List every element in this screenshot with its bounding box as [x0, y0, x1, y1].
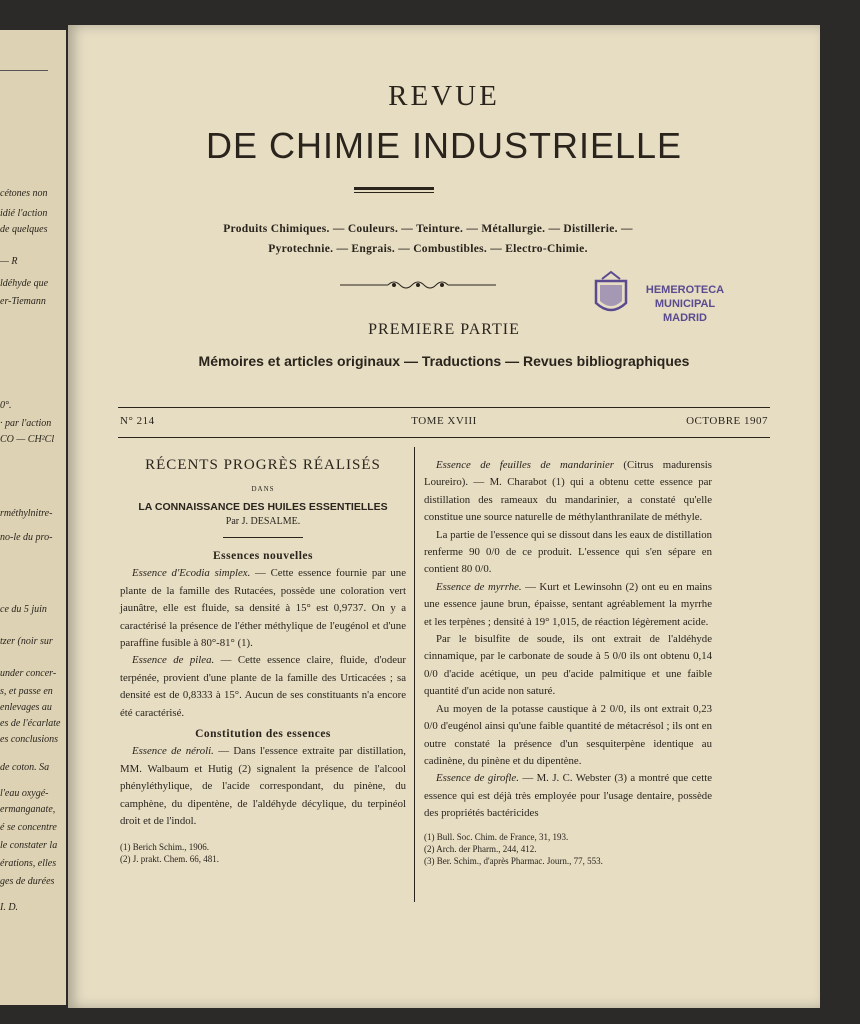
left-page-fragment: enlevages au	[0, 702, 52, 713]
author-rule	[223, 537, 303, 538]
footnote-r1: (1) Bull. Soc. Chim. de France, 31, 193.	[424, 831, 569, 842]
stamp-line-1: HEMEROTECA	[645, 284, 725, 296]
header-rule-bottom	[118, 437, 770, 438]
text-pilea: — Cette essence claire, fluide, d'odeur terpénée, provient d'une plante de la famille des Urticacées ; sa densité est de 0,8333 à 15°. Aucun de ses constituants n'a encore été caractérisé.	[120, 654, 406, 719]
left-page-fragment: — R	[0, 256, 18, 267]
header-rule-top	[118, 407, 770, 408]
text-girofle: — M. J. C. Webster (3) a montré que cette essence qui est déjà très employée pour l'usage dentaire, possède des propriétés bactéricides	[424, 772, 712, 820]
left-page-fragment: ermanganate,	[0, 804, 56, 815]
left-page-fragment: rméthylnitre-	[0, 508, 53, 519]
essence-neroli: Essence de néroli.	[132, 745, 214, 758]
topics-line-2: Pyrotechnie. — Engrais. — Combustibles. — Electro-Chimie.	[268, 243, 588, 255]
title-rule	[354, 187, 434, 190]
footnote-1: (1) Berich Schim., 1906.	[120, 841, 209, 852]
paragraph-ecodia	[120, 565, 406, 652]
section-constitution: Constitution des essences	[195, 728, 331, 741]
right-column	[424, 457, 712, 867]
paragraph-pilea	[120, 652, 406, 722]
left-page-fragment: de quelques	[0, 224, 48, 235]
left-page-fragment: I. D.	[0, 902, 19, 913]
article-dans: DANS	[251, 485, 275, 493]
paragraph-bisulfite: Par le bisulfite de soude, ils ont extrait de l'aldéhyde cinnamique, par le carbonate de soude à 5 0/0 ils ont obtenu 0,14 0/0 d'acide acétique, un peu d'acide palmitique et une faible quantité d'un acide non saturé.	[424, 633, 712, 698]
left-page-fragment: s, et passe en	[0, 686, 53, 697]
topics-line-1: Produits Chimiques. — Couleurs. — Teinture. — Métallurgie. — Distillerie. —	[223, 223, 633, 235]
essence-pilea: Essence de pilea.	[132, 654, 215, 667]
issue-date: OCTOBRE 1907	[686, 415, 768, 427]
left-page-fragment: · par l'action	[0, 418, 52, 429]
library-stamp	[640, 283, 730, 325]
article-title: RÉCENTS PROGRÈS RÉALISÉS	[145, 457, 381, 473]
left-page-rule	[0, 70, 48, 71]
sections-line: Mémoires et articles originaux — Traductions — Revues bibliographiques	[198, 353, 690, 369]
left-page-fragment: 0°.	[0, 400, 12, 411]
column-divider	[414, 447, 415, 902]
issue-tome: TOME XVIII	[411, 415, 477, 427]
left-page-fragment: ce du 5 juin	[0, 604, 47, 615]
left-page-fragment: ldéhyde que	[0, 278, 49, 289]
left-column	[120, 455, 406, 865]
journal-page	[68, 25, 820, 1008]
left-page-fragment: tzer (noir sur	[0, 636, 53, 647]
footnotes-right	[424, 831, 712, 867]
stamp-line-2: MUNICIPAL	[654, 298, 716, 310]
ornament-divider	[338, 278, 498, 292]
paragraph-girofle	[424, 770, 712, 822]
text-mandarinier: (Citrus madurensis Loureiro). — M. Charabot (1) qui a obtenu cette essence par distillation des rameaux du mandarinier, a constaté qu'elle constitue une source naturelle de méthylanthranilate de méthyle.	[424, 459, 712, 524]
left-facing-page	[0, 30, 66, 1005]
paragraph-neroli	[120, 743, 406, 830]
left-page-fragment: es de l'écarlate	[0, 718, 61, 729]
paragraph-distillation: La partie de l'essence qui se dissout dans les eaux de distillation renferme 90 0/0 de ce produit. L'essence qui s'en sépare en contient 80 0/0.	[424, 528, 712, 576]
left-page-fragment: le constater la	[0, 840, 58, 851]
text-ecodia: — Cette essence fournie par une plante de la famille des Rutacées, possède une coloration vert jaunâtre, elle est fluide, sa densité à 15° est 0,9737. On y a caractérisé la présence de l'éther méthylique de l'eugénol et d'une paraffine fusible à 80°-81° (1).	[120, 567, 406, 650]
left-page-fragment: no-le du pro-	[0, 532, 53, 543]
essence-ecodia: Essence d'Ecodia simplex.	[132, 567, 251, 580]
left-page-fragment: érations, elles	[0, 858, 57, 869]
article-author: Par J. DESALME.	[225, 516, 301, 527]
left-page-fragment: CO — CH²Cl	[0, 434, 55, 445]
paragraph-potasse: Au moyen de la potasse caustique à 2 0/0, ils ont extrait 0,23 0/0 d'eugénol ainsi qu'une faible quantité de métacrésol ; ils ont en outre constaté la présence d'un sesquiterpène identique au cadinène, du pinène et du dipentène.	[424, 702, 712, 767]
issue-number: N° 214	[120, 415, 155, 427]
left-page-fragment: er-Tiemann	[0, 296, 46, 307]
left-page-fragment: ges de durées	[0, 876, 55, 887]
part-heading: PREMIERE PARTIE	[368, 321, 520, 338]
title-rule-thin	[354, 192, 434, 193]
paragraph-myrrhe	[424, 579, 712, 631]
left-page-fragment: cétones non	[0, 188, 48, 199]
left-page-fragment: es conclusions	[0, 734, 59, 745]
text-myrrhe: — Kurt et Lewinsohn (2) ont eu en mains une essence jaune brun, épaisse, sentant agréablement la myrrhe et les terpènes ; densité à 19° 1,015, de réaction légèrement acide.	[424, 580, 712, 628]
essence-myrrhe: Essence de myrrhe.	[436, 580, 522, 593]
left-page-fragment: l'eau oxygé-	[0, 788, 49, 799]
footnote-r2: (2) Arch. der Pharm., 244, 412.	[424, 843, 537, 854]
article-subtitle: LA CONNAISSANCE DES HUILES ESSENTIELLES	[138, 501, 388, 513]
stamp-line-3: MADRID	[663, 312, 707, 324]
section-essences-nouvelles: Essences nouvelles	[212, 550, 314, 562]
text-neroli: — Dans l'essence extraite par distillation, MM. Walbaum et Hutig (2) signalent la présence de l'alcool phényléthylique, de l'acide correspondant, du pinène, du camphène, du dipentène, de l'aldéhyde décylique, du terpinéol droit et de l'indol.	[120, 745, 407, 828]
footnote-2: (2) J. prakt. Chem. 66, 481.	[120, 853, 219, 864]
left-page-fragment: idié l'action	[0, 208, 48, 219]
left-page-fragment: é se concentre	[0, 822, 57, 833]
essence-mandarinier: Essence de feuilles de mandarinier	[436, 459, 614, 471]
journal-title: DE CHIMIE INDUSTRIELLE	[205, 125, 683, 166]
left-page-fragment: under concer-	[0, 668, 57, 679]
footnote-r3: (3) Ber. Schim., d'après Pharmac. Journ., 77, 553.	[424, 855, 603, 866]
footnotes-left	[120, 841, 406, 865]
paragraph-mandarinier	[424, 457, 712, 527]
left-page-fragment: de coton. Sa	[0, 762, 50, 773]
journal-revue: REVUE	[388, 80, 500, 112]
essence-girofle: Essence de girofle.	[436, 772, 519, 785]
